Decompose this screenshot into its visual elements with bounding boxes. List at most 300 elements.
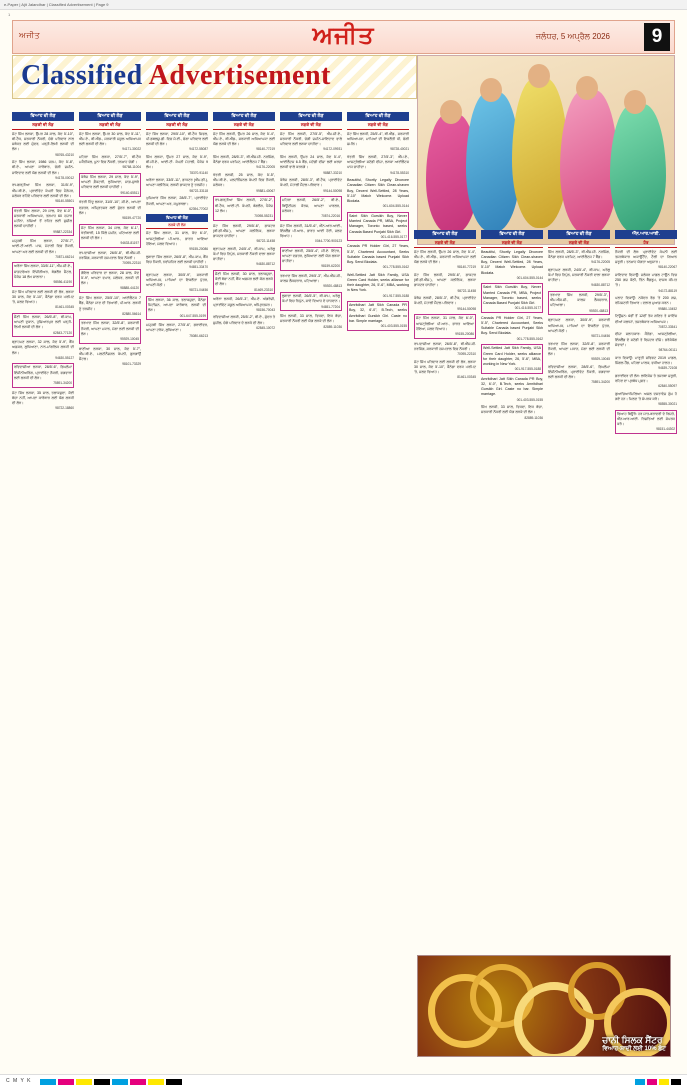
footer-color-bar-right: [635, 1079, 681, 1085]
figure-head-2: [480, 78, 502, 102]
ad-phone: 98555-30021: [658, 402, 677, 407]
ad-item[interactable]: [548, 342, 610, 362]
ad-item[interactable]: [414, 273, 476, 293]
ad-text: ਰਵਿਦਾਸੀਆ ਲੜਕਾ, 28/5'-6", ਡਿਪਲੋਮਾ ਇੰਜੀਨੀਅਰਿੰਗ, ਪ੍ਰਾਈਵੇਟ ਨੌਕਰੀ, ਫਗਵਾੜਾ ਲਈ ਲੜਕੀ ਦੀ ਲੋੜ।: [14, 365, 72, 380]
ad-phone: 94178-55310: [390, 170, 409, 175]
ad-phone: 99144-50098: [457, 306, 476, 311]
ad-text: ਮਹਿਰਾ ਲੜਕੀ, 26/5'-2", ਬੀ.ਏ., ਬਿਊਟੀਸ਼ਨ ਕੋਰਸ, ਆਪਣਾ ਪਾਰਲਰ, ਜਲੰਧਰ।: [282, 198, 340, 213]
ad-phone: 75891-34200: [591, 380, 610, 385]
ad-item-boxed[interactable]: [12, 363, 74, 387]
column-2-sub: ਲੜਕੀ ਦੀ ਲੋੜ: [79, 122, 141, 130]
page-footer: [0, 1074, 687, 1089]
bottom-ad-caption-main: ਚਾਨੀ ਸਿਲਕ ਸੈਂਟਰ: [602, 1035, 663, 1045]
ad-phone: 62840-55097: [658, 384, 677, 389]
column-10: [615, 230, 677, 1068]
ad-item[interactable]: [615, 314, 677, 329]
ad-text: Amritdhari Jatt Sikh Canada PR Boy, 32, 6'-0", B.Tech, seeks Amritdhari Gursikh Girl. Caste no bar. Simple marriage.: [481, 376, 543, 397]
ad-text: ਖੱਤਰੀ ਸਿੱਖ ਲੜਕੀ, 27/5'-3", ਐੱਮ.ਏ., ਆਸਟ੍ਰੇਲੀਆ ਸਟੱਡੀ ਵੀਜ਼ਾ, ਲੜਕਾ ਆਈਲੈਟਸ ਪਾਸ ਚਾਹੀਦਾ।: [347, 155, 409, 170]
ad-item[interactable]: [280, 155, 342, 175]
ad-item[interactable]: [213, 247, 275, 267]
column-3: [146, 112, 208, 950]
ad-item[interactable]: [414, 342, 476, 357]
ad-item[interactable]: [12, 340, 74, 360]
ad-item[interactable]: [146, 323, 208, 338]
ad-text: ਤਰਖਾਣ ਸਿੱਖ ਲੜਕੀ, 29/5'-3", ਐੱਮ.ਐੱਸ.ਸੀ., ਕਾਲਜ ਲੈਕਚਰਾਰ, ਪਟਿਆਲਾ।: [280, 274, 342, 284]
column-7-head: ਵਿਆਹ ਦੀ ਲੋੜ: [414, 230, 476, 239]
ad-phone: 70095-22310: [122, 261, 141, 266]
bottom-ad-caption-sub: ਵਿਆਹ-ਸ਼ਾਦੀ ਲਈ 10% ਛੋਟ: [602, 1046, 666, 1052]
ad-item[interactable]: [615, 392, 677, 407]
ad-item[interactable]: [347, 155, 409, 175]
ad-item[interactable]: [347, 178, 409, 209]
ad-phone: 98140-77219: [457, 265, 476, 270]
ad-text: Beautiful, Shortly Legally Divorcee Canadian Citizen Sikh Clean-shaven Boy, Decent Well-Settled, 28 Years, 5'-10" Match Welcome. Upload Biodata.: [481, 249, 543, 275]
classified-banner-text: [21, 60, 331, 92]
ad-phone: 001-917-555-0188: [514, 367, 541, 372]
ad-text: ਕੰਬੋਜ ਲੜਕੀ, 28/5'-3", ਬੀ.ਟੈਕ, ਪ੍ਰਾਈਵੇਟ ਕੰਪਨੀ, ਮੋਹਾਲੀ ਸੈਟਲ ਪਰਿਵਾਰ।: [414, 296, 476, 306]
column-6: [347, 112, 409, 950]
ad-text: ਜੱਟ ਸਿੱਖ ਲੜਕੀ, ਉਮਰ 26 ਸਾਲ, ਕੱਦ 5'-4", ਐੱਮ.ਏ., ਬੀ.ਐੱਡ., ਸਰਕਾਰੀ ਅਧਿਆਪਕਾ ਲਈ ਯੋਗ ਲੜਕੇ ਦੀ ਲੋੜ।: [414, 249, 476, 265]
column-7-sub: ਲੜਕੇ ਦੀ ਲੋੜ: [414, 240, 476, 248]
ad-item[interactable]: [213, 155, 275, 170]
ad-text: ਵੀਜ਼ਾ ਸਲਾਹਕਾਰ: ਕੈਨੇਡਾ, ਆਸਟ੍ਰੇਲੀਆ, ਇੰਗਲੈਂਡ ਦੇ ਸਟੱਡੀ ਤੇ ਵਿਜ਼ਟਰ ਵੀਜ਼ੇ। ਭਰੋਸੇਯੋਗ ਸੇਵਾਵਾਂ।: [615, 332, 677, 347]
ad-phone: 98768-11004: [122, 165, 141, 170]
ad-phone: 94630-55127: [55, 355, 74, 360]
ad-phone: 82880-56614: [122, 311, 141, 316]
ad-text: Saint Sikh Gursikh Boy, Never Married Canada PR, MBA, Project Manager, Toronto based, seeks Canada Based Punjabi Sikh Girl.: [349, 213, 407, 234]
column-2: [79, 112, 141, 950]
ad-item[interactable]: [79, 132, 141, 152]
ad-phone: 94630-88712: [591, 283, 610, 288]
ad-text: Beautiful, Shortly Legally Divorcee Canadian Citizen Sikh Clean-shaven Boy, Decent Well-Settled, 28 Years, 5'-10" Match Welcome. Upload Biodata.: [347, 178, 409, 204]
ad-text: ਬ੍ਰਾਹਮਣ ਲੜਕਾ, 30/5'-9", ਸਰਕਾਰੀ ਅਧਿਆਪਕ, ਮਾਪਿਆਂ ਦਾ ਇਕਲੌਤਾ ਪੁੱਤਰ, ਆਪਣੀ ਕੋਠੀ।: [548, 318, 610, 333]
ad-item[interactable]: [548, 268, 610, 288]
ad-text: ਲੁਬਾਣਾ ਸਿੱਖ ਲੜਕਾ, 26/5'-8", ਐੱਮ.ਕਾਮ, ਬੈਂਕ ਵਿਚ ਨੌਕਰੀ, ਨਵਾਂਸ਼ਹਿਰ ਲਈ ਲੜਕੀ ਚਾਹੀਦੀ।: [146, 254, 208, 264]
footer-color-marks: C M Y K: [6, 1078, 32, 1084]
column-4: [213, 112, 275, 950]
ad-phone: 98764-00111: [658, 347, 677, 352]
ad-text: ਅਰੋੜਾ ਸਿੱਖ ਲੜਕਾ, 33/5'-11", ਐੱਮ.ਸੀ.ਏ., ਸਾਫ਼ਟਵੇਅਰ ਇੰਜੀਨੀਅਰ, ਬੰਗਲੌਰ ਸੈਟਲ, ਪੈਕੇਜ 18 ਲੱਖ ਸਾਲਾਨਾ।: [14, 264, 72, 279]
section-head-groom: ਵਿਆਹ ਦੀ ਲੋੜ: [146, 214, 208, 222]
ad-item[interactable]: [79, 200, 141, 220]
ad-item-boxed[interactable]: [481, 283, 543, 312]
ad-phone: 70871-66214: [55, 254, 74, 259]
ad-text: ਸਿੱਖ ਲੜਕੀ, 33 ਸਾਲ, ਵਿਧਵਾ, ਇਕ ਬੱਚਾ, ਸਰਕਾਰੀ ਨੌਕਰੀ ਲਈ ਯੋਗ ਲੜਕੇ ਦੀ ਲੋੜ।: [280, 314, 342, 324]
ad-text: ਸੈਣੀ ਸਿੱਖ ਲੜਕਾ, 26/5'-8", ਬੀ.ਕਾਮ, ਆਪਣੀ ਦੁਕਾਨ, ਹੁਸ਼ਿਆਰਪੁਰ ਲਈ ਪੜ੍ਹੀ-ਲਿਖੀ ਲੜਕੀ ਦੀ ਲੋੜ।: [14, 314, 72, 330]
column-8-head: ਵਿਆਹ ਦੀ ਲੋੜ: [481, 230, 543, 239]
ad-text: ਪਲਾਟ ਵਿਕਾਊ: ਨਕੋਦਰ ਰੋਡ 'ਤੇ 200 ਗਜ਼, ਰਜਿਸਟਰੀ ਤਿਆਰ। ਦਲਾਲ ਮੁਆਫ਼ ਕਰਨ।: [615, 296, 677, 306]
ad-text: ਸਿੱਖ ਲੜਕਾ, 36 ਸਾਲ, ਤਲਾਕਸ਼ੁਦਾ, ਕੈਨੇਡਾ ਸਿਟੀਜ਼ਨ, ਆਪਣਾ ਕਾਰੋਬਾਰ, ਲੜਕੀ ਦੀ ਲੋੜ।: [148, 297, 206, 313]
ad-text: ਸਿੱਖ ਲੜਕਾ, ਉਮਰ 27 ਸਾਲ, ਕੱਦ 5'-9", ਬੀ.ਸੀ.ਏ., ਆਈ.ਟੀ. ਕੰਪਨੀ ਮੋਹਾਲੀ, ਪੈਕੇਜ 9 ਲੱਖ।: [146, 155, 208, 170]
ad-phone: 94651-77204: [321, 304, 340, 309]
ad-phone: 94176-22005: [591, 260, 610, 265]
ad-phone: 98887-33210: [323, 170, 342, 175]
column-3-head: ਵਿਆਹ ਦੀ ਲੋੜ: [146, 112, 208, 121]
ad-item[interactable]: [146, 255, 208, 270]
column-1-sub: ਲੜਕੀ ਦੀ ਲੋੜ: [12, 122, 74, 130]
ad-text: Saint Sikh Gursikh Boy, Never Married Canada PR, MBA, Project Manager, Toronto based, seeks Canada Based Punjabi Sikh Girl.: [483, 285, 541, 306]
ad-text: ਬ੍ਰਾਹਮਣ ਲੜਕਾ, 30/5'-9", ਸਰਕਾਰੀ ਅਧਿਆਪਕ, ਮਾਪਿਆਂ ਦਾ ਇਕਲੌਤਾ ਪੁੱਤਰ, ਆਪਣੀ ਕੋਠੀ।: [146, 272, 208, 288]
ad-phone: 81461-00345: [457, 375, 476, 380]
browser-titlebar: e-Paper | Ajit Jalandhar | Classified Advertisement | Page 9: [0, 0, 687, 10]
ad-text: ਵਿਆਹ ਬਿਊਰੋ: ਹਰ ਜਾਤ-ਬਰਾਦਰੀ ਦੇ ਰਿਸ਼ਤੇ, ਐੱਨ.ਆਰ.ਆਈ. ਰਿਸ਼ਤਿਆਂ ਲਈ ਸੰਪਰਕ ਕਰੋ।: [617, 411, 675, 427]
column-4-sub: ਲੜਕੇ ਦੀ ਲੋੜ: [213, 122, 275, 130]
ad-text: ਜੱਟ ਸਿੱਖ ਲੜਕਾ, 35 ਸਾਲ, ਤਲਾਕਸ਼ੁਦਾ, ਕੋਈ ਬੱਚਾ ਨਹੀਂ, ਆਪਣਾ ਕਾਰੋਬਾਰ ਲਈ ਯੋਗ ਲੜਕੀ ਦੀ ਲੋੜ।: [12, 390, 74, 406]
ad-text: ਕੰਬੋਜ ਲੜਕੀ, 28/5'-3", ਬੀ.ਟੈਕ, ਪ੍ਰਾਈਵੇਟ ਕੰਪਨੀ, ਮੋਹਾਲੀ ਸੈਟਲ ਪਰਿਵਾਰ।: [280, 178, 342, 188]
ad-phone: 94172-55087: [189, 147, 208, 152]
ad-text: ਤਰਖਾਣ ਸਿੱਖ ਲੜਕਾ, 32/5'-8", ਸਰਕਾਰੀ ਨੌਕਰੀ, ਆਪਣਾ ਮਕਾਨ, ਮੋਗਾ ਲਈ ਲੜਕੀ ਦੀ ਲੋੜ।: [81, 321, 139, 336]
figure-head-4: [576, 76, 598, 100]
ad-item[interactable]: [12, 290, 74, 310]
ad-item-boxed[interactable]: [12, 313, 74, 337]
ad-phone: 95920-48813: [323, 284, 342, 289]
ad-item[interactable]: [79, 251, 141, 266]
ad-item-boxed[interactable]: [347, 212, 409, 241]
ad-text: Canada PR Holder Girl, 27 Years, 5'-5", Chartered Accountant, Seeks Suitable Canada based Punjabi Sikh Boy. Send Biodata.: [347, 244, 409, 264]
ad-item-boxed[interactable]: [615, 410, 677, 434]
ad-phone: 94172-09931: [323, 147, 342, 152]
ad-item-boxed[interactable]: [280, 292, 342, 311]
ad-text: ਸਿੱਖ ਲੜਕੀ, 28/5'-3", ਬੀ.ਐੱਸ.ਸੀ. ਨਰਸਿੰਗ, ਕੈਨੇਡਾ ਵਰਕ ਪਰਮਿਟ, ਆਈਲੈਟਸ 7 ਬੈਂਡ।: [548, 249, 610, 259]
ad-phone: 70095-22310: [457, 351, 476, 356]
ad-item[interactable]: [615, 374, 677, 389]
ad-phone: 98722-11458: [457, 288, 476, 293]
ad-item[interactable]: [481, 250, 543, 281]
ad-phone: 62845-10072: [256, 325, 275, 330]
ad-text: Canada PR Holder Girl, 27 Years, 5'-5", Chartered Accountant, Seeks Suitable Canada based Punjabi Sikh Boy. Send Biodata.: [481, 315, 543, 336]
ad-item[interactable]: [79, 155, 141, 170]
ad-phone: 94172-88119: [658, 288, 677, 293]
ad-text: ਰਾਮਦਾਸੀਆ ਲੜਕਾ, 26/5'-8", ਬੀ.ਐੱਸ.ਸੀ. ਨਰਸਿੰਗ, ਸਰਕਾਰੀ ਹਸਪਤਾਲ ਵਿਚ ਨੌਕਰੀ।: [414, 341, 476, 351]
ad-item[interactable]: [414, 360, 476, 380]
ad-item-boxed[interactable]: [213, 270, 275, 294]
ad-phone: 99144-50098: [323, 188, 342, 193]
ad-text: ਜੱਟ ਸਿੱਖ ਪਰਿਵਾਰ ਲਈ ਲੜਕੀ ਦੀ ਲੋੜ, ਲੜਕਾ 30 ਸਾਲ, ਕੱਦ 5'-10", ਕੈਨੇਡਾ ਵਰਕ ਪਰਮਿਟ 'ਤੇ, ਜਲਦ ਵਿਆਹ।: [414, 359, 476, 374]
ad-text: ਰਾਮਗੜ੍ਹੀਆ ਸਿੱਖ ਲੜਕੀ, 27/5'-2", ਬੀ.ਟੈਕ, ਆਈ.ਟੀ. ਕੰਪਨੀ, ਬੰਗਲੌਰ, ਪੈਕੇਜ 12 ਲੱਖ।: [215, 198, 273, 213]
ad-phone: 001-917-555-0188: [382, 293, 409, 298]
banner-word-advertisement: Advertisement: [148, 60, 331, 91]
ad-phone: 95920-48813: [589, 308, 608, 313]
ad-phone: 70098-55231: [254, 213, 273, 218]
ad-item[interactable]: [347, 244, 409, 269]
ad-phone: 70872-33541: [658, 324, 677, 329]
ad-item-boxed[interactable]: [79, 269, 141, 293]
ad-text: ਜਾਇਦਾਦ ਵਿਕਾਊ: ਜਲੰਧਰ ਮਾਡਲ ਟਾਊਨ ਵਿਚ 250 ਗਜ਼ ਕੋਠੀ, ਤਿੰਨ ਬੈੱਡਰੂਮ, ਵਾਜਬ ਕੀਮਤ 'ਤੇ।: [615, 273, 677, 288]
ad-item[interactable]: [280, 178, 342, 193]
page-number: 9: [644, 23, 670, 51]
ad-item-boxed[interactable]: [79, 319, 141, 343]
ad-item[interactable]: [146, 231, 208, 251]
ad-item-boxed[interactable]: [79, 224, 141, 248]
ad-phone: 94651-33470: [189, 265, 208, 269]
figure-head-5: [624, 90, 646, 114]
ad-phone: 75080-66213: [189, 333, 208, 338]
crop-tick: 1: [8, 12, 11, 17]
ad-text: ਜੱਟ ਸਿੱਖ ਲੜਕੀ, 25/5'-4", ਬੀ.ਐੱਡ., ਸਰਕਾਰੀ ਅਧਿਆਪਕਾ, ਮਾਪਿਆਂ ਦੀ ਇਕਲੌਤੀ ਧੀ, ਚੰਗੀ ਜ਼ਮੀਨ।: [347, 131, 409, 147]
ad-item[interactable]: [615, 250, 677, 270]
column-9-head: ਵਿਆਹ ਦੀ ਲੋੜ: [548, 230, 610, 239]
ad-phone: 98722-11458: [256, 239, 275, 244]
ad-phone: 001-778-555-0162: [382, 265, 409, 270]
ad-text: ਟਿਊਸ਼ਨ: 6ਵੀਂ ਤੋਂ 12ਵੀਂ ਤੱਕ ਗਣਿਤ ਤੇ ਸਾਇੰਸ ਦੀਆਂ ਕਲਾਸਾਂ, ਤਜਰਬੇਕਾਰ ਅਧਿਆਪਕ।: [615, 314, 677, 324]
ad-text: ਜੱਟ ਸਿੱਖ ਪਰਿਵਾਰ ਲਈ ਲੜਕੀ ਦੀ ਲੋੜ, ਲੜਕਾ 30 ਸਾਲ, ਕੱਦ 5'-10", ਕੈਨੇਡਾ ਵਰਕ ਪਰਮਿਟ 'ਤੇ, ਜਲਦ ਵਿਆਹ।: [12, 289, 74, 305]
ad-item[interactable]: [213, 173, 275, 193]
ad-text: ਨੌਕਰੀ ਦੀ ਲੋੜ: ਪ੍ਰਾਈਵੇਟ ਕੰਪਨੀ ਲਈ ਤਜਰਬੇਕਾਰ ਅਕਾਊਂਟੈਂਟ, ਟੈਲੀ ਦਾ ਗਿਆਨ ਜ਼ਰੂਰੀ। ਤਨਖ਼ਾਹ ਯੋਗਤਾ ਅਨੁਸਾਰ।: [615, 249, 677, 265]
ad-text: ਰਵਿਦਾਸੀਆ ਲੜਕੀ, 25/5'-2", ਬੀ.ਏ., ਸੁੰਦਰ ਤੇ ਸੁਸ਼ੀਲ, ਚੰਗੇ ਪਰਿਵਾਰ ਦੇ ਲੜਕੇ ਦੀ ਲੋੜ।: [213, 315, 275, 325]
ad-item[interactable]: [615, 273, 677, 293]
ad-phone: 81469-23310: [254, 287, 273, 292]
ad-text: ਜੱਟ ਸਿੱਖ ਲੜਕਾ, 31 ਸਾਲ, ਕੱਦ 6'-0", ਆਸਟ੍ਰੇਲੀਆ ਪੀ.ਆਰ., ਭਾਰਤ ਆਇਆ ਹੋਇਆ, ਜਲਦ ਵਿਆਹ।: [416, 316, 474, 331]
ad-text: ਖੱਤਰੀ ਲੜਕੀ, 25 ਸਾਲ, ਕੱਦ 5'-5", ਐੱਮ.ਬੀ.ਏ., ਮਲਟੀਨੈਸ਼ਨਲ ਕੰਪਨੀ ਵਿਚ ਨੌਕਰੀ, ਜਲੰਧਰ।: [213, 173, 275, 188]
ad-text: ਮਹਿਰਾ ਸਿੱਖ ਲੜਕਾ, 27/5'-7", ਬੀ.ਟੈਕ ਮਕੈਨੀਕਲ, ਪੂਨਾ ਵਿਚ ਨੌਕਰੀ, ਤਨਖ਼ਾਹ ਚੰਗੀ।: [79, 155, 141, 165]
banner-word-classified: Classified: [21, 60, 143, 91]
ad-phone: 98721-04456: [189, 288, 208, 293]
ad-text: ਜੱਟ ਸਿੱਖ ਲੜਕਾ, 29/5'-10", ਬੀ.ਟੈਕ ਸਿਵਲ, ਪੀ.ਡਬਲਯੂ.ਡੀ. ਵਿਚ ਜੇ.ਈ., ਚੰਗਾ ਪਰਿਵਾਰ ਲਈ ਲੜਕੀ ਦੀ ਲੋੜ।: [146, 131, 208, 147]
column-5-head: ਵਿਆਹ ਦੀ ਲੋੜ: [280, 112, 342, 121]
ad-phone: 001-647-555-0199: [179, 313, 206, 318]
ad-phone: 98140-55501: [55, 199, 74, 204]
ad-phone: 62843-77120: [53, 330, 72, 335]
ad-phone: 98101-73329: [122, 362, 141, 367]
ad-item[interactable]: [615, 296, 677, 311]
ad-phone: 94639-72108: [658, 366, 677, 370]
ad-phone: 98156-70043: [256, 307, 275, 312]
column-5-sub: ਲੜਕੇ ਦੀ ਲੋੜ: [280, 122, 342, 130]
ad-phone: 70874-22016: [321, 213, 340, 218]
column-9: [548, 230, 610, 950]
ad-item-boxed[interactable]: [79, 173, 141, 197]
ad-item[interactable]: [12, 183, 74, 203]
ad-item[interactable]: [213, 315, 275, 330]
ad-phone: 98140-77219: [256, 147, 275, 152]
column-8: [481, 230, 543, 950]
ad-phone: 94171-30022: [122, 147, 141, 152]
ad-text: ਜੱਟ ਸਿੱਖ ਲੜਕੀ, ਉਮਰ 26 ਸਾਲ, ਕੱਦ 5'-4", ਐੱਮ.ਏ., ਬੀ.ਐੱਡ., ਸਰਕਾਰੀ ਅਧਿਆਪਕਾ ਲਈ ਯੋਗ ਲੜਕੇ ਦੀ ਲੋੜ।: [213, 131, 275, 147]
ad-phone: 001-416-555-0177: [380, 234, 407, 239]
ad-item[interactable]: [280, 274, 342, 289]
ad-item[interactable]: [548, 250, 610, 265]
ad-phone: 98151-44302: [656, 427, 675, 432]
ad-item[interactable]: [146, 155, 208, 175]
ad-text: ਜੱਟ ਸਿੱਖ ਲੜਕੀ, 29/5'-6", ਡਾਕਟਰ (ਬੀ.ਡੀ.ਐੱਸ.), ਆਪਣਾ ਕਲੀਨਿਕ, ਲੜਕਾ ਡਾਕਟਰ ਚਾਹੀਦਾ।: [213, 223, 275, 238]
column-3-sub: ਲੜਕੀ ਦੀ ਲੋੜ: [146, 122, 208, 130]
column-8-sub: ਲੜਕੇ ਦੀ ਲੋੜ: [481, 240, 543, 248]
ad-phone: 99140-65511: [120, 190, 139, 195]
ad-text: ਘੁਮਿਆਰ ਸਿੱਖ ਲੜਕਾ, 28/5'-7", ਪ੍ਰਾਈਵੇਟ ਨੌਕਰੀ, ਆਪਣਾ ਘਰ, ਕਪੂਰਥਲਾ।: [146, 196, 208, 206]
ad-text: ਮਜ਼੍ਹਬੀ ਸਿੱਖ ਲੜਕਾ, 27/5'-7", ਆਈ.ਟੀ.ਆਈ. ਪਾਸ, ਮੋਹਾਲੀ ਵਿਚ ਨੌਕਰੀ, ਆਪਣਾ ਘਰ ਲਈ ਲੜਕੀ ਦੀ ਲੋੜ।: [12, 239, 74, 254]
ad-item[interactable]: [347, 273, 409, 298]
ad-text: ਅਰੋੜਾ ਲੜਕਾ, 33/5'-11", ਡਾਕਟਰ (ਐੱਮ.ਡੀ.), ਆਪਣਾ ਕਲੀਨਿਕ, ਲੜਕੀ ਡਾਕਟਰ ਨੂੰ ਤਰਜੀਹ।: [146, 178, 208, 188]
ad-text: ਸਿੱਖ ਲੜਕੀ, 28/5'-3", ਬੀ.ਐੱਸ.ਸੀ. ਨਰਸਿੰਗ, ਕੈਨੇਡਾ ਵਰਕ ਪਰਮਿਟ, ਆਈਲੈਟਸ 7 ਬੈਂਡ।: [213, 155, 275, 165]
ad-item-boxed[interactable]: [414, 314, 476, 338]
ad-item[interactable]: [548, 318, 610, 338]
column-1: [12, 112, 74, 950]
masthead-left-tag: ਅਜੀਤ: [19, 31, 41, 40]
ad-phone: 001-604-555-0144: [516, 275, 543, 280]
ad-phone: 94633-81197: [120, 241, 139, 246]
column-10-head: ਐੱਨ.ਆਰ.ਆਈ.: [615, 230, 677, 239]
ad-item[interactable]: [280, 132, 342, 152]
ad-text: Amritdhari Jatt Sikh Canada PR Boy, 32, 6'-0", B.Tech, seeks Amritdhari Gursikh Girl. Caste no bar. Simple marriage.: [349, 303, 407, 323]
section-sub-groom: ਲੜਕੇ ਦੀ ਲੋੜ: [146, 223, 208, 229]
ad-phone: 98721-04456: [591, 333, 610, 338]
ad-item-boxed[interactable]: [12, 262, 74, 286]
ad-phone: 98722-33118: [189, 188, 208, 193]
ad-item[interactable]: [146, 178, 208, 193]
ad-text: ਮਜ਼੍ਹਬੀ ਸਿੱਖ ਲੜਕਾ, 27/5'-6", ਡਰਾਈਵਰ, ਆਪਣਾ ਟਰੱਕ, ਲੁਧਿਆਣਾ।: [146, 323, 208, 333]
ad-text: ਜੱਟ ਸਿੱਖ ਲੜਕਾ, 31 ਸਾਲ, ਕੱਦ 6'-0", ਆਸਟ੍ਰੇਲੀਆ ਪੀ.ਆਰ., ਭਾਰਤ ਆਇਆ ਹੋਇਆ, ਜਲਦ ਵਿਆਹ।: [146, 231, 208, 246]
ad-item[interactable]: [79, 296, 141, 316]
ad-text: ਕਾਰ ਵਿਕਾਊ: ਮਾਰੂਤੀ ਸਵਿਫਟ 2019 ਮਾਡਲ, ਸਿੰਗਲ ਹੈਂਡ, ਪਹਿਲਾ ਮਾਲਕ, ਵਧੀਆ ਹਾਲਤ।: [615, 355, 677, 365]
ad-text: ਗੁਆਚਿਆ/ਮਿਲਿਆ: ਅਸਲ ਦਸਤਾਵੇਜ਼ ਗੁੰਮ ਹੋ ਗਏ ਹਨ। ਮਿਲਣ 'ਤੇ ਸੰਪਰਕ ਕਰੋ।: [615, 391, 677, 401]
ad-item[interactable]: [347, 132, 409, 152]
ad-phone: 99155-20086: [455, 331, 474, 336]
ad-text: ਬ੍ਰਾਹਮਣ ਲੜਕੀ, 24/5'-4", ਬੀ.ਕਾਮ, ਘਰੇਲੂ ਕੰਮਾਂ ਵਿਚ ਨਿਪੁੰਨ, ਸਰਕਾਰੀ ਨੌਕਰੀ ਵਾਲਾ ਲੜਕਾ ਚਾਹੀਦਾ।: [213, 246, 275, 262]
ad-phone: 94176-22005: [256, 165, 275, 170]
ad-text: ਗੋਇਲ ਪਰਿਵਾਰ ਦਾ ਲੜਕਾ, 28 ਸਾਲ, ਕੱਦ 5'-9", ਆਪਣਾ ਵਪਾਰ, ਜਲੰਧਰ, ਲੜਕੀ ਦੀ ਲੋੜ।: [81, 270, 139, 286]
ad-phone: 98159-47720: [122, 215, 141, 220]
ad-text: ਰਾਮਗੜ੍ਹੀਆ ਸਿੱਖ ਲੜਕਾ, 31/5'-9", ਐੱਮ.ਬੀ.ਏ., ਪ੍ਰਾਈਵੇਟ ਕੰਪਨੀ ਵਿਚ ਮੈਨੇਜਰ, ਜਲੰਧਰ ਰਹਿੰਦੇ ਪਰਿਵਾਰ ਲਈ ਲੜਕੀ ਦੀ ਲੋੜ।: [12, 183, 74, 198]
ad-item[interactable]: [481, 316, 543, 341]
ad-item[interactable]: [146, 273, 208, 293]
ad-phone: 99887-22334: [53, 229, 72, 234]
classified-columns: [12, 112, 675, 952]
ad-item-boxed[interactable]: [481, 344, 543, 373]
ad-phone: 94178-00012: [55, 175, 74, 180]
ad-text: ਡਰਾਈਵਰ ਦੀ ਲੋੜ: ਲਾਇਸੰਸ ਤੇ ਤਜਰਬਾ ਜ਼ਰੂਰੀ, ਰਹਿਣ ਦਾ ਪ੍ਰਬੰਧ ਮੁਫ਼ਤ।: [615, 373, 677, 383]
ad-phone: 001-604-555-0144: [382, 204, 409, 209]
ad-item[interactable]: [280, 314, 342, 329]
ad-item-boxed[interactable]: [280, 196, 342, 220]
ad-text: ਜੱਟ ਸਿੱਖ ਲੜਕੀ, 27/5'-5", ਐੱਮ.ਸੀ.ਏ., ਸਰਕਾਰੀ ਨੌਕਰੀ, ਚੰਗੀ ਜ਼ਮੀਨ-ਜਾਇਦਾਦ ਵਾਲੇ ਪਰਿਵਾਰ ਲਈ ਲੜਕਾ ਚਾਹੀਦਾ।: [280, 131, 342, 147]
ad-text: ਤਰਖਾਣ ਸਿੱਖ ਲੜਕੀ, 29/5'-3", ਐੱਮ.ਐੱਸ.ਸੀ., ਕਾਲਜ ਲੈਕਚਰਾਰ, ਪਟਿਆਲਾ।: [550, 293, 608, 308]
ad-phone: 99881-40067: [256, 188, 275, 193]
ad-text: ਬ੍ਰਾਹਮਣ ਲੜਕਾ, 32 ਸਾਲ, ਕੱਦ 5'-9", ਬੈਂਕ ਅਫ਼ਸਰ, ਲੁਧਿਆਣਾ, ਨਾਨ-ਮਾਂਗਲਿਕ ਲੜਕੀ ਦੀ ਲੋੜ।: [12, 340, 74, 355]
ad-phone: 0044-7700-900123: [315, 239, 342, 244]
ad-text: ਅਰੋੜਾ ਲੜਕੀ, 26/5'-3", ਐੱਮ.ਏ. ਅੰਗਰੇਜ਼ੀ, ਪ੍ਰਾਈਵੇਟ ਸਕੂਲ ਅਧਿਆਪਕਾ, ਅੰਮ੍ਰਿਤਸਰ।: [213, 297, 275, 307]
ad-text: ਲੁਬਾਣਾ ਲੜਕੀ, 26/5'-5", ਬੀ.ਕਾਮ, ਘਰੇਲੂ ਕੰਮਾਂ ਵਿਚ ਨਿਪੁੰਨ, ਸਾਦੇ ਵਿਆਹ ਦੇ ਚਾਹਵਾਨ।: [282, 294, 340, 304]
ad-phone: 82889-11036: [323, 324, 342, 329]
ad-item-boxed[interactable]: [12, 207, 74, 236]
bottom-ad-caption: [602, 1035, 666, 1053]
column-2-head: ਵਿਆਹ ਦੀ ਲੋੜ: [79, 112, 141, 121]
ad-text: Well-Settled Jatt Sikh Family, USA Green Card Holder, seeks alliance for their daughter, 26, 5'-6", MBA, working in New York.: [347, 272, 409, 293]
ad-item[interactable]: [414, 250, 476, 270]
ad-text: Well-Settled Jatt Sikh Family, USA Green Card Holder, seeks alliance for their daughter, 26, 5'-6", MBA, working in New York.: [483, 346, 541, 366]
ad-item[interactable]: [213, 224, 275, 244]
ad-phone: 98140-22067: [658, 265, 677, 270]
ad-text: ਬ੍ਰਾਹਮਣ ਲੜਕੀ, 24/5'-4", ਬੀ.ਕਾਮ, ਘਰੇਲੂ ਕੰਮਾਂ ਵਿਚ ਨਿਪੁੰਨ, ਸਰਕਾਰੀ ਨੌਕਰੀ ਵਾਲਾ ਲੜਕਾ ਚਾਹੀਦਾ।: [548, 267, 610, 283]
ad-phone: 78370-91140: [189, 170, 208, 175]
ad-item[interactable]: [615, 332, 677, 352]
masthead-bar: [12, 20, 675, 54]
ad-text: ਜੱਟ ਸਿੱਖ ਲੜਕੀ, 31/5'-6", ਐੱਨ.ਆਰ.ਆਈ., ਇੰਗਲੈਂਡ ਪੀ.ਆਰ., ਭਾਰਤ ਆਈ ਹੋਈ, ਜਲਦ ਵਿਆਹ।: [280, 223, 342, 238]
ad-phone: 98728-40021: [390, 147, 409, 152]
ad-phone: 98159-62200: [321, 264, 340, 269]
ad-item[interactable]: [213, 132, 275, 152]
ad-phone: 001-403-555-0155: [380, 324, 407, 329]
ad-phone: 81461-00345: [55, 305, 74, 310]
ad-phone: 001-778-555-0162: [516, 336, 543, 341]
ad-phone: 98722-18860: [55, 406, 74, 411]
ad-text: ਸਿੱਖ ਲੜਕੀ, 33 ਸਾਲ, ਵਿਧਵਾ, ਇਕ ਬੱਚਾ, ਸਰਕਾਰੀ ਨੌਕਰੀ ਲਈ ਯੋਗ ਲੜਕੇ ਦੀ ਲੋੜ।: [481, 405, 543, 415]
column-6-sub: ਲੜਕੇ ਦੀ ਲੋੜ: [347, 122, 409, 130]
ad-item-boxed[interactable]: [548, 291, 610, 315]
masthead: [12, 20, 675, 120]
ad-phone: 94630-88712: [256, 262, 275, 267]
ad-item[interactable]: [12, 132, 74, 157]
ad-text: ਬਾਣੀਆ ਲੜਕਾ, 30 ਸਾਲ, ਕੱਦ 5'-7", ਐੱਮ.ਬੀ.ਏ., ਮਲਟੀਨੈਸ਼ਨਲ ਕੰਪਨੀ, ਗੁੜਗਾਉਂ ਸੈਟਲ।: [79, 346, 141, 361]
masthead-logo: ਅਜੀਤ: [312, 23, 375, 49]
ad-item[interactable]: [414, 296, 476, 311]
ad-phone: 98765-43210: [55, 152, 74, 157]
ad-text: ਰਵਿਦਾਸੀਆ ਲੜਕਾ, 28/5'-6", ਡਿਪਲੋਮਾ ਇੰਜੀਨੀਅਰਿੰਗ, ਪ੍ਰਾਈਵੇਟ ਨੌਕਰੀ, ਫਗਵਾੜਾ ਲਈ ਲੜਕੀ ਦੀ ਲੋੜ।: [548, 364, 610, 380]
ad-phone: 62394-77002: [189, 206, 208, 211]
ad-item[interactable]: [79, 347, 141, 367]
figure-head-3: [528, 64, 550, 88]
column-5: [280, 112, 342, 950]
ad-item[interactable]: [481, 405, 543, 420]
ad-text: ਕੰਬੋਜ ਸਿੱਖ ਲੜਕਾ, 29 ਸਾਲ, ਕੱਦ 5'-9", ਆਪਣੀ ਫ਼ੈਕਟਰੀ, ਲੁਧਿਆਣਾ, ਸਾਫ਼-ਸੁਥਰੇ ਪਰਿਵਾਰ ਲਈ ਲੜਕੀ ਚਾਹੀਦੀ।: [81, 175, 139, 190]
ad-item-boxed[interactable]: [146, 296, 208, 320]
ad-phone: 001-403-555-0155: [516, 397, 543, 402]
classified-banner: [12, 55, 417, 99]
ad-text: ਜੱਟ ਸਿੱਖ ਲੜਕਾ, 34 ਸਾਲ, ਕੱਦ 6'-1", ਖੇਤੀਬਾੜੀ, 15 ਕਿੱਲੇ ਜ਼ਮੀਨ, ਪਟਿਆਲਾ ਲਈ ਲੜਕੀ ਦੀ ਲੋੜ।: [81, 225, 139, 240]
column-10-sub: ਹੋਰ: [615, 240, 677, 248]
ad-phone: 98556-41190: [53, 280, 72, 285]
column-7: [414, 230, 476, 950]
ad-text: ਖੱਤਰੀ ਸਿੱਖ ਲੜਕਾ, 29 ਸਾਲ, ਕੱਦ 6'-0", ਸਰਕਾਰੀ ਅਧਿਆਪਕ, ਤਨਖ਼ਾਹ 60 ਹਜ਼ਾਰ ਮਹੀਨਾ, ਨਸ਼ਿਆਂ ਤੋਂ ਰਹਿਤ ਲਈ ਸੁਸ਼ੀਲ ਲੜਕੀ ਚਾਹੀਦੀ।: [14, 208, 72, 229]
column-6-head: ਵਿਆਹ ਦੀ ਲੋੜ: [347, 112, 409, 121]
ad-item[interactable]: [280, 224, 342, 244]
ad-phone: 001-416-555-0177: [514, 306, 541, 311]
ad-item-boxed[interactable]: [213, 196, 275, 220]
ad-item[interactable]: [213, 297, 275, 312]
ad-item[interactable]: [615, 356, 677, 371]
ad-text: ਜੱਟ ਸਿੱਖ ਲੜਕਾ, 25/5'-10", ਆਈਲੈਟਸ 7 ਬੈਂਡ, ਕੈਨੇਡਾ ਜਾਣ ਦੀ ਤਿਆਰੀ, ਪੀ.ਆਰ. ਲੜਕੀ ਨੂੰ ਤਰਜੀਹ।: [79, 296, 141, 311]
ad-phone: 99880-10452: [658, 306, 677, 311]
ad-text: ਸਿੱਖ ਲੜਕੀ, ਉਮਰ 24 ਸਾਲ, ਕੱਦ 5'-4", ਆਈਲੈਟਸ 6.5 ਬੈਂਡ, ਸਟੱਡੀ ਵੀਜ਼ਾ ਲਈ ਖ਼ਰਚਾ ਲੜਕੀ ਵਾਲੇ ਕਰਨਗੇ।: [280, 155, 342, 170]
ad-item[interactable]: [12, 239, 74, 259]
ad-text: ਤਰਖਾਣ ਸਿੱਖ ਲੜਕਾ, 32/5'-8", ਸਰਕਾਰੀ ਨੌਕਰੀ, ਆਪਣਾ ਮਕਾਨ, ਮੋਗਾ ਲਈ ਲੜਕੀ ਦੀ ਲੋੜ।: [548, 341, 610, 356]
ad-phone: 82889-11036: [524, 415, 543, 420]
ad-phone: 95929-10045: [120, 336, 139, 341]
ad-text: ਜੱਟ ਸਿੱਖ ਲੜਕੀ, 29/5'-6", ਡਾਕਟਰ (ਬੀ.ਡੀ.ਐੱਸ.), ਆਪਣਾ ਕਲੀਨਿਕ, ਲੜਕਾ ਡਾਕਟਰ ਚਾਹੀਦਾ।: [414, 273, 476, 288]
ad-text: ਜੱਟ ਸਿੱਖ ਲੜਕਾ, ਉਮਰ 30 ਸਾਲ, ਕੱਦ 5'-11", ਐੱਮ.ਏ., ਬੀ.ਐੱਡ., ਸਰਕਾਰੀ ਸਕੂਲ ਅਧਿਆਪਕ ਲਈ ਲੜਕੀ ਦੀ ਲੋੜ।: [79, 131, 141, 147]
column-1-head: ਵਿਆਹ ਦੀ ਲੋੜ: [12, 112, 74, 121]
ad-item[interactable]: [12, 160, 74, 180]
ad-phone: 99155-20086: [189, 246, 208, 251]
ad-item[interactable]: [12, 391, 74, 411]
ad-item[interactable]: [548, 365, 610, 385]
ad-item[interactable]: [481, 377, 543, 402]
ad-text: ਜੱਟ ਸਿੱਖ ਲੜਕਾ, 1986 ਜਨਮ, ਕੱਦ 5'-8", ਬੀ.ਏ., ਆਪਣਾ ਕਾਰੋਬਾਰ, ਚੰਗੀ ਜ਼ਮੀਨ-ਜਾਇਦਾਦ ਲਈ ਯੋਗ ਲੜਕੀ ਦੀ ਲੋੜ।: [12, 160, 74, 175]
column-4-head: ਵਿਆਹ ਦੀ ਲੋੜ: [213, 112, 275, 121]
ad-item-boxed[interactable]: [280, 247, 342, 271]
ad-text: ਬਾਣੀਆ ਲੜਕੀ, 25/5'-4", ਸੀ.ਏ. ਇੰਟਰ, ਆਪਣਾ ਦਫ਼ਤਰ, ਲੁਧਿਆਣਾ ਲਈ ਯੋਗ ਲੜਕਾ ਚਾਹੀਦਾ।: [282, 248, 340, 264]
ad-phone: 75891-34200: [53, 381, 72, 386]
bottom-ad-photo[interactable]: [417, 955, 671, 1057]
ad-text: ਰਾਮਦਾਸੀਆ ਲੜਕਾ, 26/5'-8", ਬੀ.ਐੱਸ.ਸੀ. ਨਰਸਿੰਗ, ਸਰਕਾਰੀ ਹਸਪਤਾਲ ਵਿਚ ਨੌਕਰੀ।: [79, 250, 141, 260]
ad-item-boxed[interactable]: [347, 301, 409, 330]
ad-phone: 95929-10045: [591, 357, 610, 362]
footer-color-bar-left: [40, 1079, 182, 1085]
ad-item[interactable]: [146, 132, 208, 152]
ad-text: ਸੈਣੀ ਸਿੱਖ ਲੜਕੀ, 30 ਸਾਲ, ਤਲਾਕਸ਼ੁਦਾ, ਕੋਈ ਬੱਚਾ ਨਹੀਂ, ਬੈਂਕ ਅਫ਼ਸਰ ਲਈ ਯੋਗ ਲੜਕੇ ਦੀ ਲੋੜ।: [215, 272, 273, 287]
ad-phone: 98888-44120: [120, 286, 139, 291]
column-9-sub: ਲੜਕੇ ਦੀ ਲੋੜ: [548, 240, 610, 248]
ad-item[interactable]: [146, 196, 208, 211]
